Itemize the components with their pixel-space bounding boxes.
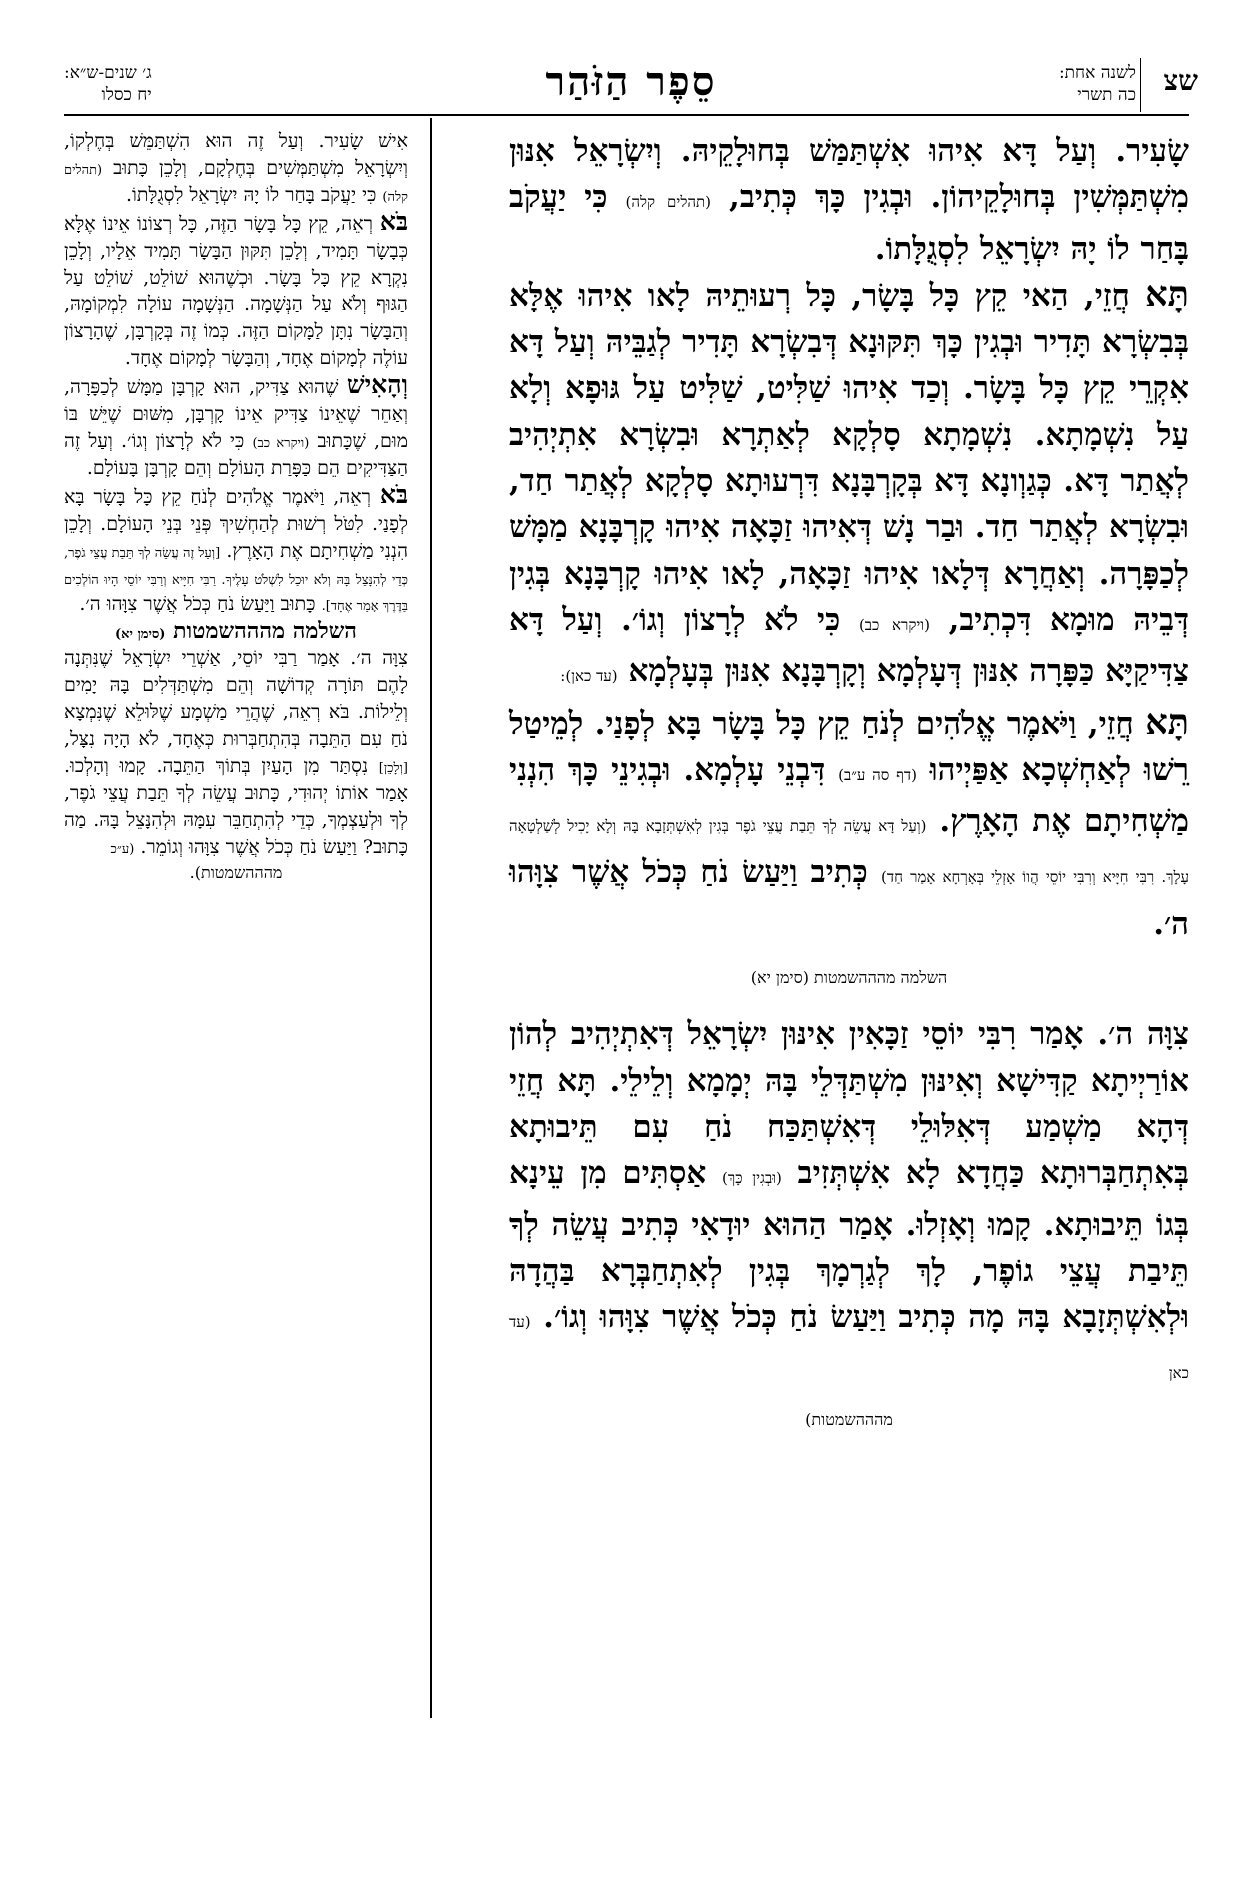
citation: (וּבְגִין כָּךְ) bbox=[722, 1169, 782, 1188]
column-divider bbox=[430, 118, 432, 1718]
end-note: מהההשמטות) bbox=[805, 1409, 893, 1429]
citation: (דף סה ע״ב) bbox=[838, 765, 917, 784]
header-date-right: לשנה אחת: כה תשרי bbox=[1058, 63, 1136, 105]
paragraph: תָּא חֲזֵי, הַאי קֵץ כָּל בָּשָׂר, כָּל רְעוּתֵיהּ לָאו אִיהוּ אֶלָּא בְּבִשְׂרָא תָּדִיר וּבְגִין כָּךְ תִּקּוּנָא דְּבִשְׂרָא תָּדִיר לְגַבֵּיהּ וְעַל דָּא אִקְרֵי קֵץ כָּל בָּשָׂר. וְכַד אִיהוּ שַׁלִּיט, שַׁלִּיט עַל גּוּפָא וְלָא עַל נִשְׁמָתָא. נִשְׁמָתָא סָלְקָא לְאַתְרָא וּבִשְׂרָא אִתְיְהִיב לְאֲתַר דָּא. כְּגַוְונָא דָּא בְּקָרְבָּנָא דִּרְעוּתָא סָלְקָא לְאֲתַר חַד, וּבִשְׂרָא לְאֲתַר חַד. וּבַר נָשׁ דְּאִיהוּ זַכָּאָה אִיהוּ קָרְבָּנָא מַמָּשׁ לְכַפָּרָה. וְאַחֲרָא דְּלָאו אִיהוּ זַכָּאָה, לָאו אִיהוּ קָרְבָּנָא בְּגִין דְּבֵיהּ מוּמָא דִּכְתִיב, (ויקרא כב) כִּי לֹא לְרָצוֹן וְגוֹ׳. וְעַל דָּא צַדִּיקַיָּא כַּפָּרָה אִנּוּן דְּעָלְמָא וְקָרְבָּנָא אִנּוּן בְּעָלְמָא (עד כאן): bbox=[509, 273, 1190, 690]
opening-word: תָּא bbox=[1145, 701, 1190, 743]
bracket-note: [וְלָכֵן] bbox=[378, 760, 408, 776]
bracket-note: [וְעַל זֶה עֲשֵׂה לְךָ תֵּבַת עֲצֵי גֹפֶר, כְּדֵי לְהִנָּצֵל בָּהּ וְלֹא יוּכַל לִשְׁלֹט עָלֶיךָ. רַבִּי חִיָּיא וְרַבִּי יוֹסֵי הָיוּ הוֹלְכִים בַּדֶּרֶךְ אָמַר אֶחָד]. bbox=[64, 545, 408, 615]
opening-word: בֹּא bbox=[379, 479, 408, 509]
paragraph: שָׂעִיר. וְעַל דָּא אִיהוּ אִשְׁתַּמַּשׁ בְּחוּלָקֵיהּ. וְיִשְׂרָאֵל אִנּוּן מִשְׁתַּמְּשִׁין בְּחוּלָקֵיהוֹן. וּבְגִין כָּךְ כְּתִיב, (תהלים קלה) כִּי יַעֲקֹב בָּחַר לוֹ יָהּ יִשְׂרָאֵל לִסְגֻלָּתוֹ. bbox=[509, 133, 1190, 267]
opening-word: וְהָאִישׁ bbox=[346, 370, 408, 400]
citation: (עד כאן): bbox=[560, 667, 618, 686]
citation: (עד כאן bbox=[509, 1313, 1189, 1383]
bracket-note: (וְעַל דָּא עֲשֵׂה לְךָ תֵּבַת עֲצֵי גֹפֶר בְּגִין לְאִשְׁתְּזָבָא בָּהּ וְלָא יָכִיל לְשַׁלְטָאָה עָלָךְ. רִבִּי חִיָּיא וְרִבִּי יוֹסֵי הֲווֹ אָזְלֵי בְּאָרְחָא אָמַר חַד) bbox=[509, 817, 1190, 887]
citation: (תהלים קלה) bbox=[625, 193, 711, 212]
page-header bbox=[64, 58, 1198, 114]
header-divider-right bbox=[1140, 58, 1141, 112]
end-note: מהההשמטות). bbox=[189, 863, 283, 883]
citation: (ויקרא כב) bbox=[252, 435, 310, 451]
paragraph: צִוָּה ה׳. אָמַר רִבִּי יוֹסֵי זַכָּאִין אִינּוּן יִשְׂרָאֵל דְּאִתְיְהִיב לְהוֹן אוֹרַיְיתָא קַדִּישָׁא וְאִינּוּן מִשְׁתַּדְּלֵי בָּהּ יְמָמָא וְלֵילֵי. תָּא חֲזֵי דְּהָא מַשְׁמַע דְּאִלּוּלֵי דְּאִשְׁתַּכַּח נֹחַ עִם תֵּיבוּתָא בְּאִתְחַבְּרוּתָא כַּחֲדָא לָא אִשְׁתְּזִיב (וּבְגִין כָּךְ) אַסְתִּים מִן עֵינָא בְּגוֹ תֵּיבוּתָא. קָמוּ וְאָזְלוּ. אָמַר הַהוּא יוּדָאִי כְּתִיב עֲשֵׂה לְךָ תֵּיבַת עֲצֵי גוֹפֶר, לָךְ לְגַרְמָךְ בְּגִין לְאִתְחַבְּרָא בַּהֲדָהּ וּלְאִשְׁתְּזָבָא בָּהּ מָה כְּתִיב וַיַּעַשׂ נֹחַ כְּכֹל אֲשֶׁר צִוָּהוּ וְגוֹ׳. (עד כאן bbox=[509, 1016, 1190, 1383]
aramaic-column bbox=[509, 128, 1189, 1443]
header-underline bbox=[64, 114, 1189, 116]
page-number: שצ bbox=[1163, 64, 1198, 97]
section-subheading: השלמה מהההשמטות (סימן יא) bbox=[115, 618, 357, 645]
citation: (ע״כ bbox=[110, 841, 135, 857]
opening-word: תָּא bbox=[1145, 273, 1189, 315]
paragraph: בֹּא רְאֵה, וַיֹּאמֶר אֱלֹהִים לְנֹחַ קֵץ כָּל בָּשָׂר בָּא לְפָנַי. לִטֹּל רְשׁוּת לְהַחְשִׁיךְ פְּנֵי בְּנֵי הָעוֹלָם. וְלָכֵן הִנְנִי מַשְׁחִיתָם אֶת הָאָרֶץ. [וְעַל זֶה עֲשֵׂה לְךָ תֵּבַת עֲצֵי גֹפֶר, כְּדֵי לְהִנָּצֵל בָּהּ וְלֹא יוּכַל לִשְׁלֹט עָלֶיךָ. רַבִּי חִיָּיא וְרַבִּי יוֹסֵי הָיוּ הוֹלְכִים בַּדֶּרֶךְ אָמַר אֶחָד]. כָּתוּב וַיַּעַשׂ נֹחַ כְּכֹל אֲשֶׁר צִוָּהוּ ה׳. bbox=[64, 479, 408, 616]
citation: (תהלים קלה) bbox=[64, 162, 408, 205]
book-title: סֵפֶר הַזֹּהַר bbox=[545, 58, 717, 105]
citation: (ויקרא כב) bbox=[858, 615, 930, 634]
paragraph: תָּא חֲזֵי, וַיֹּאמֶר אֱלֹהִים לְנֹחַ קֵץ כָּל בָּשָׂר בָּא לְפָנַי. לְמֵיטַל רֵשׁוּ לְאַחְשְׁכָא אַפַּיְיהוּ (דף סה ע״ב) דִּבְנֵי עָלְמָא. וּבְגִינֵי כָּךְ הִנְנִי מַשְׁחִיתָם אֶת הָאָרֶץ. (וְעַל דָּא עֲשֵׂה לְךָ תֵּבַת עֲצֵי גֹפֶר בְּגִין לְאִשְׁתְּזָבָא בָּהּ וְלָא יָכִיל לְשַׁלְטָאָה עָלָךְ. רִבִּי חִיָּיא וְרִבִּי יוֹסֵי הֲווֹ אָזְלֵי בְּאָרְחָא אָמַר חַד) כְּתִיב וַיַּעַשׂ נֹחַ כְּכֹל אֲשֶׁר צִוָּהוּ ה׳. bbox=[509, 701, 1190, 942]
paragraph: אִישׁ שָׂעִיר. וְעַל זֶה הוּא הִשְׁתַּמֵּשׁ בְּחֶלְקוֹ, וְיִשְׂרָאֵל מִשְׁתַּמְּשִׁים בְּחֶלְקָם, וְלָכֵן כָּתוּב (תהלים קלה) כִּי יַעֲקֹב בָּחַר לוֹ יָהּ יִשְׂרָאֵל לִסְגֻלָּתוֹ. bbox=[64, 130, 408, 206]
paragraph: בֹּא רְאֵה, קֵץ כָּל בָּשָׂר הַזֶּה, כָּל רְצוֹנוֹ אֵינוֹ אֶלָּא כְּבָשָׂר תָּמִיד, וְלָכֵן תִּקּוּן הַבָּשָׂר תָּמִיד אֵלָיו, וְלָכֵן נִקְרָא קֵץ כָּל בָּשָׂר. וּכְשֶׁהוּא שׁוֹלֵט, שׁוֹלֵט עַל הַגּוּף וְלֹא עַל הַנְּשָׁמָה. הַנְּשָׁמָה עוֹלָה לִמְקוֹמָהּ, וְהַבָּשָׂר נִתָּן לַמָּקוֹם הַזֶּה. כְּמוֹ זֶה בְּקָרְבָּן, שֶׁהָרָצוֹן עוֹלֶה לְמָקוֹם אֶחָד, וְהַבָּשָׂר לְמָקוֹם אֶחָד. bbox=[64, 206, 408, 370]
opening-word: בֹּא bbox=[379, 206, 408, 236]
paragraph: וְהָאִישׁ שֶׁהוּא צַדִּיק, הוּא קָרְבָּן מַמָּשׁ לְכַפָּרָה, וְאַחֵר שֶׁאֵינוֹ צַדִּיק אֵינוֹ קָרְבָּן, מִשּׁוּם שֶׁיֵּשׁ בּוֹ מוּם, שֶׁכָּתוּב (ויקרא כב) כִּי לֹא לְרָצוֹן וְגוֹ׳. וְעַל זֶה הַצַּדִּיקִים הֵם כַּפָּרַת הָעוֹלָם וְהֵם קָרְבָּן בָּעוֹלָם. bbox=[64, 370, 409, 479]
hebrew-translation-column bbox=[64, 128, 408, 887]
section-subheading: השלמה מהההשמטות (סימן יא) bbox=[750, 968, 948, 988]
header-date-left: ג׳ שנים-ש״א: יח כסלו bbox=[64, 63, 152, 105]
paragraph: צִוָּה ה׳. אָמַר רַבִּי יוֹסֵי, אַשְׁרֵי יִשְׂרָאֵל שֶׁנִּתְּנָה לָהֶם תּוֹרָה קְדוֹשָׁה וְהֵם מִשְׁתַּדְּלִים בָּהּ יָמִים וְלֵילוֹת. בֹּא רְאֵה, שֶׁהֲרֵי מַשְׁמָע שֶׁלּוּלֵא שֶׁנִּמְצָא נֹחַ עִם הַתֵּבָה בְּהִתְחַבְּרוּת כְּאֶחָד, לֹא הָיָה נִצָּל, [וְלָכֵן] נִסְתַּר מִן הָעַיִן בְּתוֹךְ הַתֵּבָה. קָמוּ וְהָלְכוּ. אָמַר אוֹתוֹ יְהוּדִי, כָּתוּב עֲשֵׂה לְךָ תֵּבַת עֲצֵי גֹפֶר, לְךָ וּלְעַצְמְךָ, כְּדֵי לְהִתְחַבֵּר עִמָּהּ וּלְהִנָּצֵל בָּהּ. מַה כָּתוּב? וַיַּעַשׂ נֹחַ כְּכֹל אֲשֶׁר צִוָּהוּ וְגוֹמֵר. (ע״כ bbox=[64, 647, 408, 858]
